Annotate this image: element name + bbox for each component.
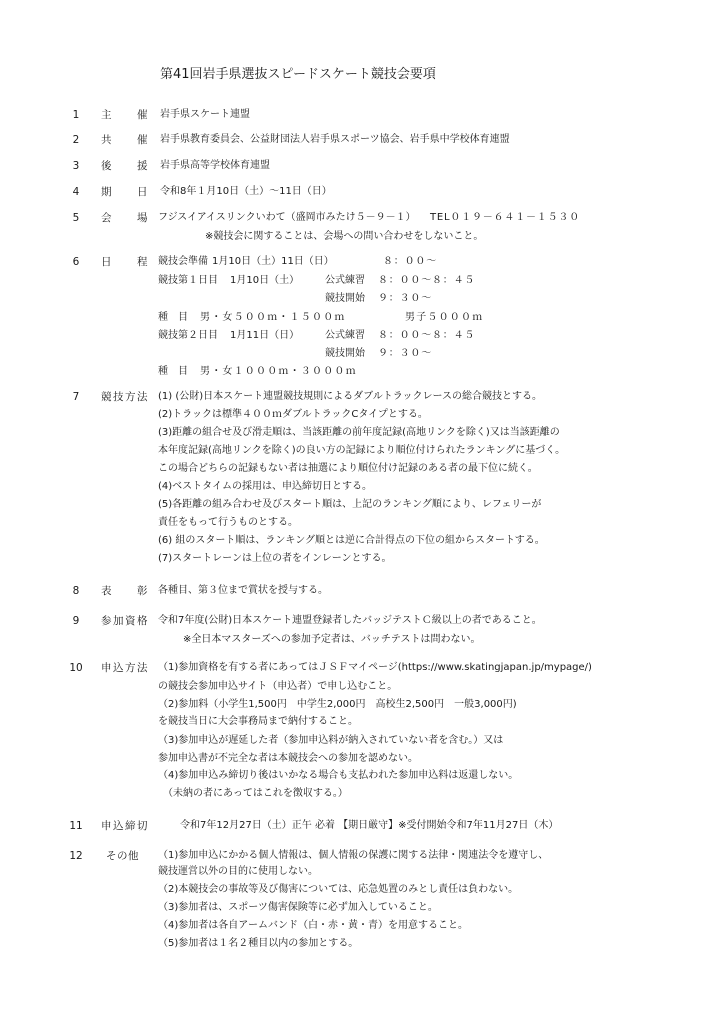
method-line: 本年度記録(高地リンクを除く)の良い方の記録により順位付けられたランキングに基づく。 [158, 445, 566, 456]
schedule-events: 男・女１０００ｍ・３０００ｍ [200, 366, 357, 377]
schedule-day-label: 競技第２日目 [158, 330, 218, 341]
schedule-day-label: 競技第１日目 [158, 275, 218, 286]
method-line: (6) 組のスタート順は、ランキング順とは逆に合計得点の下位の組からスタートする。 [158, 535, 545, 546]
schedule-day-date: 1月11日（日） [230, 330, 300, 341]
schedule-events-label: 種 目 [158, 366, 188, 377]
section-label-eligibility: 参加資格 [101, 615, 149, 627]
schedule-practice-time: ８：００～８：４５ [378, 275, 476, 286]
section-text-cohost: 岩手県教育委員会、公益財団法人岩手県スポーツ協会、岩手県中学校体育連盟 [160, 134, 510, 145]
schedule-prep-label: 競技会準備 [158, 256, 208, 267]
schedule-practice-label: 公式練習 [325, 330, 365, 341]
section-number: 11 [69, 820, 83, 832]
section-text-award: 各種目、第３位まで賞状を授与する。 [158, 585, 328, 596]
section-number: 9 [72, 615, 80, 627]
schedule-practice-label: 公式練習 [325, 275, 365, 286]
entry-line: （3)参加申込が遅延した者（参加申込料が納入されていない者を含む。）又は [158, 735, 504, 746]
section-label-cohost: 共 催 [101, 134, 149, 146]
entry-line: （4)参加申込み締切り後はいかなる場合も支払われた参加申込料は返還しない。 [158, 770, 519, 781]
method-line: (5)各距離の組み合わせ及びスタート順は、上記のランキング順により、レフェリーが [158, 499, 542, 510]
section-number: 2 [72, 134, 80, 146]
venue-note: ※競技会に関することは、会場への問い合わせをしないこと。 [205, 231, 484, 242]
other-line: （4)参加者は各自アームバンド（白・赤・黄・青）を用意すること。 [158, 920, 468, 931]
eligibility-line: 令和7年度(公財)日本スケート連盟登録者したバッジテストＣ級以上の者であること。 [158, 615, 542, 626]
other-line: （1)参加申込にかかる個人情報は、個人情報の保護に関する法律・関連法令を遵守し、 [158, 850, 549, 861]
section-number: 3 [72, 160, 80, 172]
section-text-host: 岩手県スケート連盟 [160, 109, 250, 120]
schedule-events-extra: 男子５０００ｍ [405, 312, 484, 323]
schedule-prep-time: ８：００～ [383, 256, 437, 267]
section-label-deadline: 申込締切 [101, 820, 149, 832]
entry-line: を競技当日に大会事務局まで納付すること。 [158, 716, 358, 727]
section-label-support: 後 援 [101, 160, 149, 172]
schedule-events-label: 種 目 [158, 312, 188, 323]
schedule-start-time: ９：３０～ [378, 348, 432, 359]
section-text-date: 令和8年１月10日（土）～11日（日） [160, 186, 332, 197]
section-number: 8 [72, 585, 80, 597]
entry-line: （2)参加料（小学生1,500円 中学生2,000円 高校生2,500円 一般3,000円) [158, 699, 517, 710]
section-number: 7 [72, 391, 80, 403]
section-number: 4 [72, 186, 80, 198]
section-text-deadline: 令和7年12月27日（土）正午 必着 【期日厳守】※受付開始令和7年11月27日（木） [180, 820, 559, 831]
section-label-schedule: 日 程 [101, 256, 149, 268]
entry-line: （未納の者にあってはこれを徴収する。） [163, 788, 348, 799]
venue-name: フジスイアイスリンクいわて（盛岡市みたけ５－９－１） [158, 212, 416, 223]
schedule-practice-time: ８：００～８：４５ [378, 330, 476, 341]
section-text-support: 岩手県高等学校体育連盟 [160, 160, 270, 171]
entry-line: （1)参加資格を有する者にあってはＪＳＦマイページ(https://www.skatingjapan.jp/mypage/) [158, 662, 592, 673]
method-line: この場合どちらの記録もない者は抽選により順位付け記録のある者の最下位に続く。 [158, 463, 538, 474]
other-line: （2)本競技会の事故等及び傷害については、応急処置のみとし責任は負わない。 [158, 884, 519, 895]
other-line: 競技運営以外の目的に使用しない。 [158, 866, 318, 877]
section-label-method: 競技方法 [101, 391, 149, 403]
eligibility-note: ※全日本マスターズへの参加予定者は、バッチテストは問わない。 [183, 634, 481, 645]
schedule-prep-dates: 1月10日（土）11日（日） [212, 256, 334, 267]
entry-line: 参加申込書が不完全な者は本競技会への参加を認めない。 [158, 753, 418, 764]
schedule-events: 男・女５００ｍ・１５００ｍ [200, 312, 346, 323]
method-line: (7)スタートレーンは上位の者をインレーンとする。 [158, 553, 392, 564]
other-line: （5)参加者は１名２種目以内の参加とする。 [158, 938, 359, 949]
section-label-entry: 申込方法 [101, 662, 149, 674]
section-number: 6 [72, 256, 80, 268]
section-number: 5 [72, 212, 80, 224]
other-line: （3)参加者は、スポーツ傷害保険等に必ず加入していること。 [158, 902, 438, 913]
method-line: (2)トラックは標準４００ｍダブルトラックCタイプとする。 [158, 409, 428, 420]
section-number: 1 [72, 109, 80, 121]
section-number: 12 [69, 850, 83, 862]
venue-tel: TEL０１９－６４１－１５３０ [430, 212, 580, 223]
schedule-start-label: 競技開始 [325, 348, 365, 359]
method-line: (3)距離の組合せ及び滑走順は、当該距離の前年度記録(高地リンクを除く)又は当該距離の [158, 427, 560, 438]
method-line: (1) (公財)日本スケート連盟競技規則によるダブルトラックレースの総合競技とする。 [158, 391, 543, 402]
section-label-date: 期 日 [101, 186, 149, 198]
schedule-start-time: ９：３０～ [378, 293, 432, 304]
section-label-host: 主 催 [101, 109, 149, 121]
section-label-other: その他 [106, 850, 139, 862]
section-number: 10 [69, 662, 83, 674]
document-title: 第41回岩手県選抜スピードスケート競技会要項 [160, 67, 436, 82]
section-label-award: 表 彰 [101, 585, 149, 597]
method-line: 責任をもって行うものとする。 [158, 517, 298, 528]
method-line: (4)ベストタイムの採用は、申込締切日とする。 [158, 481, 372, 492]
schedule-day-date: 1月10日（土） [230, 275, 300, 286]
schedule-start-label: 競技開始 [325, 293, 365, 304]
section-label-venue: 会 場 [101, 212, 149, 224]
entry-line: の競技会参加申込サイト（申込者）で申し込むこと。 [158, 681, 398, 692]
